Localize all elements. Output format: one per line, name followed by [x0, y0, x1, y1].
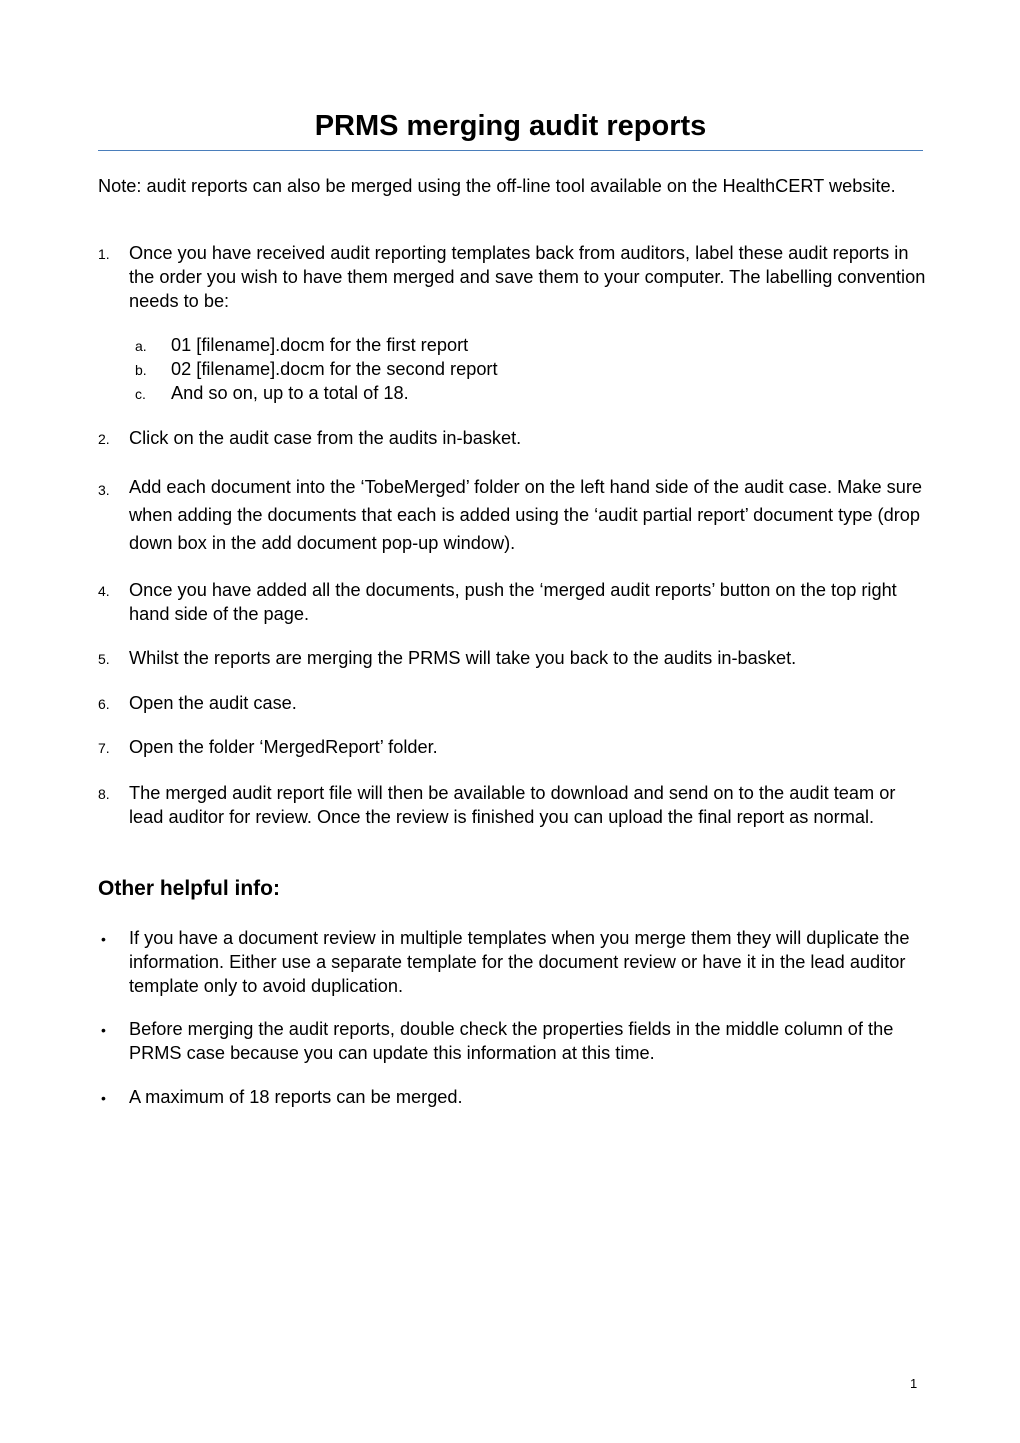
bullet-item-3	[101, 1085, 929, 1109]
step-text: Open the folder ‘MergedReport’ folder.	[129, 737, 438, 757]
sub-step-letter: a.	[135, 338, 147, 354]
bullet-text: If you have a document review in multiple templates when you merge them they will duplicate the information. Either use a separate template for the document review or have it in the lead auditor template only to avoid duplication.	[129, 928, 910, 996]
step-1	[98, 241, 929, 313]
title-divider	[98, 150, 923, 151]
step-number: 2.	[98, 431, 110, 447]
intro-note: Note: audit reports can also be merged using the off-line tool available on the HealthCERT website.	[98, 176, 896, 196]
step-text: Add each document into the ‘TobeMerged’ folder on the left hand side of the audit case. Make sure when adding the documents that each is added using the ‘audit partial report’ document type (drop down box in the add document pop-up window).	[129, 477, 923, 553]
sub-step-text: 02 [filename].docm for the second report	[171, 359, 498, 379]
step-7	[98, 735, 929, 759]
sub-step-b	[135, 357, 871, 381]
page-number: 1	[910, 1376, 918, 1391]
step-text: Whilst the reports are merging the PRMS will take you back to the audits in-basket.	[129, 648, 797, 668]
step-text: The merged audit report file will then be available to download and send on to the audit team or lead auditor for review. Once the review is finished you can upload the final report as normal.	[129, 783, 896, 827]
sub-step-a	[135, 333, 871, 357]
step-6	[98, 691, 929, 715]
step-number: 5.	[98, 651, 110, 667]
page-title: PRMS merging audit reports	[314, 110, 707, 142]
step-4	[98, 578, 929, 626]
step-number: 8.	[98, 786, 110, 802]
step-text: Once you have added all the documents, push the ‘merged audit reports’ button on the top right hand side of the page.	[129, 580, 897, 624]
step-number: 1.	[98, 246, 110, 262]
step-text: Once you have received audit reporting templates back from auditors, label these audit reports in the order you wish to have them merged and save them to your computer. The labelling convention needs to be:	[129, 243, 926, 311]
step-3	[98, 473, 929, 557]
bullet-text: A maximum of 18 reports can be merged.	[129, 1087, 463, 1107]
bullet-icon: •	[101, 1090, 106, 1106]
bullet-item-1	[101, 926, 929, 998]
step-number: 4.	[98, 583, 110, 599]
sub-step-c	[135, 381, 871, 405]
step-2	[98, 426, 929, 450]
bullet-icon: •	[101, 1022, 106, 1038]
sub-step-text: And so on, up to a total of 18.	[171, 383, 409, 403]
step-8	[98, 781, 929, 829]
sub-step-letter: b.	[135, 362, 147, 378]
bullet-item-2	[101, 1017, 929, 1065]
step-number: 3.	[98, 482, 110, 498]
step-5	[98, 646, 929, 670]
bullet-text: Before merging the audit reports, double check the properties fields in the middle column of the PRMS case because you can update this information at this time.	[129, 1019, 894, 1063]
step-number: 7.	[98, 740, 110, 756]
bullet-icon: •	[101, 931, 106, 947]
sub-step-text: 01 [filename].docm for the first report	[171, 335, 469, 355]
step-text: Click on the audit case from the audits in-basket.	[129, 428, 522, 448]
section-heading-other-info: Other helpful info:	[98, 877, 280, 900]
sub-step-letter: c.	[135, 386, 146, 402]
step-text: Open the audit case.	[129, 693, 297, 713]
step-number: 6.	[98, 696, 110, 712]
